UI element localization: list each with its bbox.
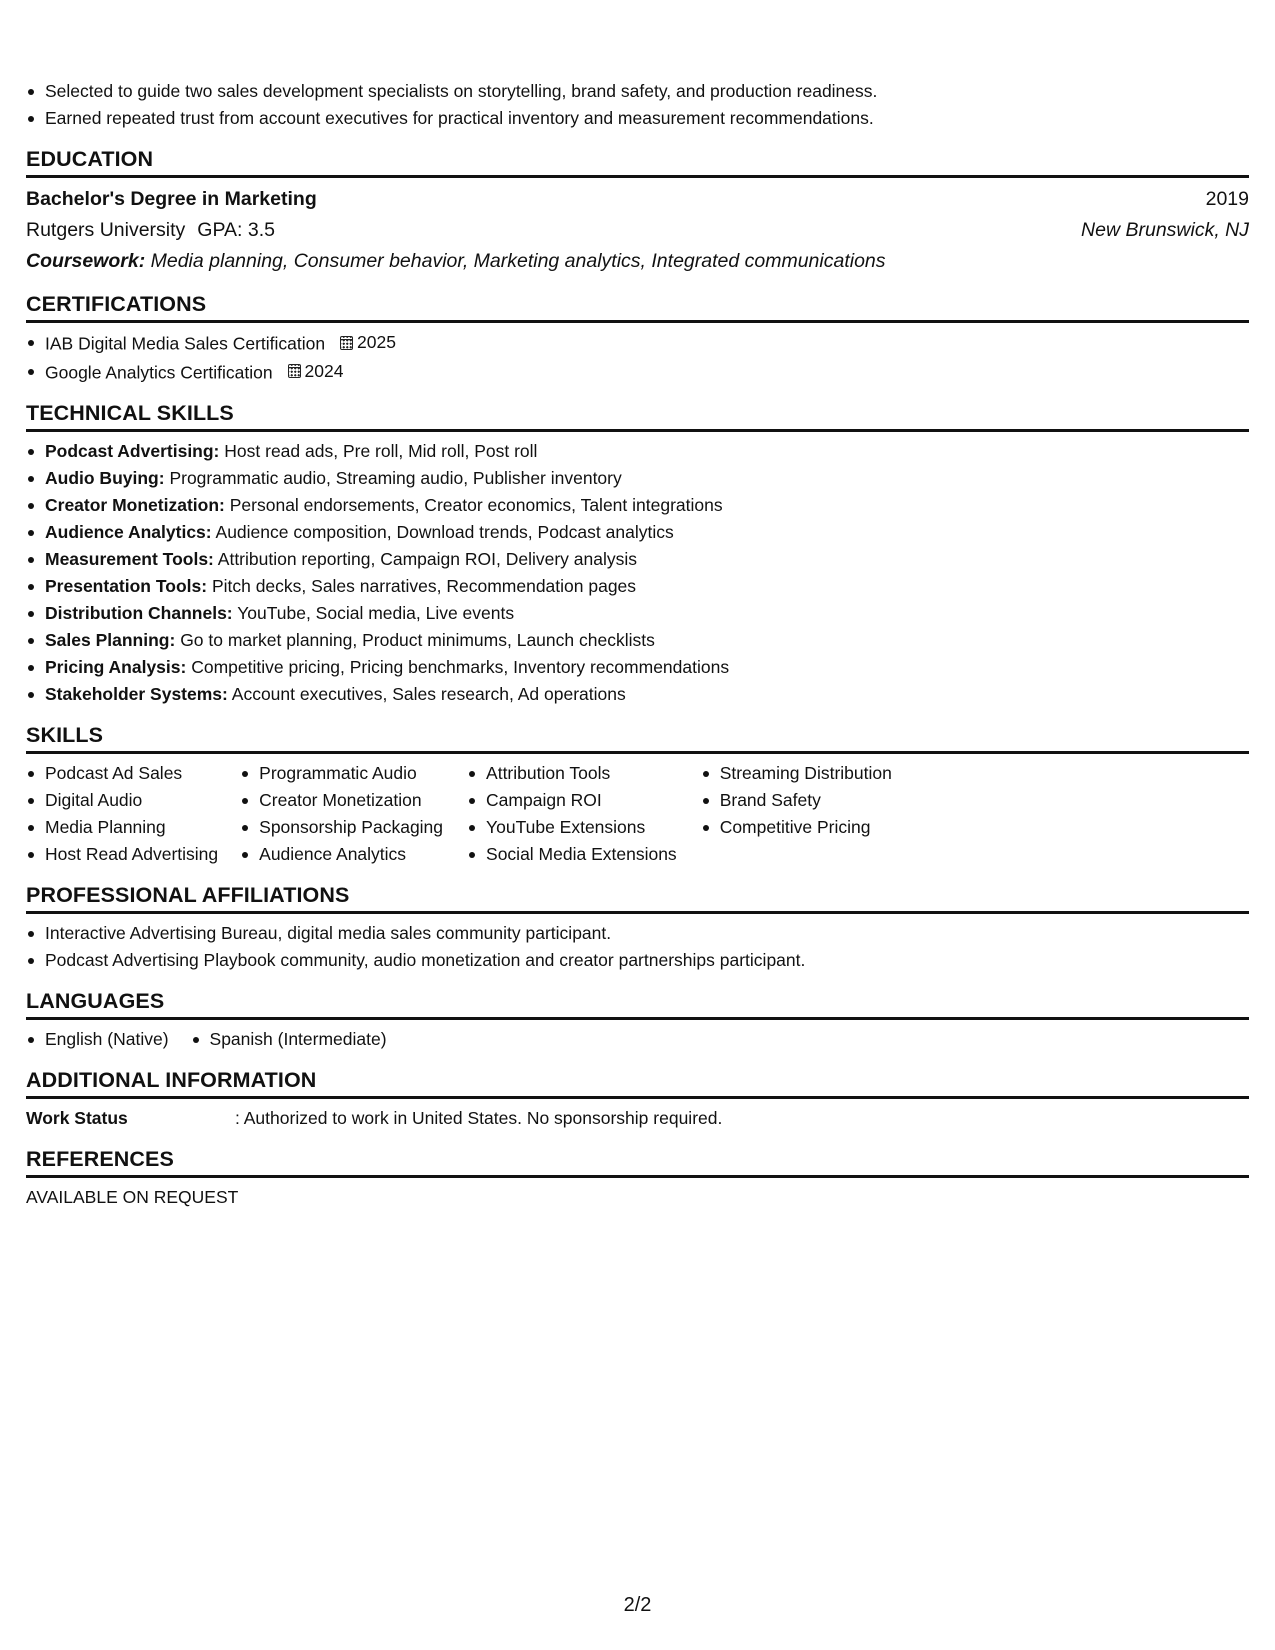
skill-values: Audience composition, Download trends, Podcast analytics [215, 522, 674, 542]
skill-category: Audience Analytics: [45, 522, 212, 542]
certification-year: 2024 [304, 360, 344, 381]
certification-name: IAB Digital Media Sales Certification [45, 333, 326, 354]
section-title-affiliations: PROFESSIONAL AFFILIATIONS [26, 881, 1249, 914]
gpa: GPA: 3.5 [197, 219, 275, 241]
section-title-certifications: CERTIFICATIONS [26, 290, 1249, 323]
skill-values: YouTube, Social media, Live events [237, 603, 515, 623]
calendar-icon [288, 364, 301, 378]
coursework-label: Coursework: [26, 250, 146, 272]
section-title-languages: LANGUAGES [26, 987, 1249, 1020]
technical-skill-item [26, 654, 1249, 681]
technical-skill-item [26, 573, 1249, 600]
skill-values: Personal endorsements, Creator economics, Talent integrations [229, 495, 723, 515]
graduation-year: 2019 [1205, 188, 1249, 210]
section-title-additional-info: ADDITIONAL INFORMATION [26, 1066, 1249, 1099]
technical-skill-item [26, 546, 1249, 573]
skills-column [240, 760, 443, 868]
section-title-technical-skills: TECHNICAL SKILLS [26, 399, 1249, 432]
section-title-skills: SKILLS [26, 721, 1249, 754]
skill-category: Audio Buying: [45, 468, 165, 488]
school-info [26, 215, 275, 246]
skills-column [467, 760, 677, 868]
affiliation-item: Podcast Advertising Playbook community, audio monetization and creator partnerships participant. [26, 947, 1249, 974]
experience-bullets [26, 78, 1249, 132]
skill-item: Streaming Distribution [701, 760, 892, 787]
section-title-references: REFERENCES [26, 1145, 1249, 1178]
skill-item: Media Planning [26, 814, 218, 841]
technical-skill-item [26, 627, 1249, 654]
skill-values: Host read ads, Pre roll, Mid roll, Post roll [224, 441, 538, 461]
work-status-value: : Authorized to work in United States. No sponsorship required. [235, 1108, 723, 1128]
languages-list [26, 1026, 1249, 1053]
skill-values: Account executives, Sales research, Ad operations [231, 684, 626, 704]
certification-name: Google Analytics Certification [45, 362, 273, 382]
skill-category: Sales Planning: [45, 630, 176, 650]
skill-category: Measurement Tools: [45, 549, 214, 569]
language-item: Spanish (Intermediate) [191, 1026, 387, 1053]
skill-values: Go to market planning, Product minimums, Launch checklists [180, 630, 655, 650]
resume-page [26, 78, 1249, 1211]
calendar-icon [340, 336, 353, 350]
affiliation-item: Interactive Advertising Bureau, digital media sales community participant. [26, 920, 1249, 947]
skills-column [26, 760, 218, 868]
coursework [26, 246, 886, 277]
technical-skill-item [26, 681, 1249, 708]
work-status-label: Work Status [26, 1108, 128, 1128]
skill-values: Pitch decks, Sales narratives, Recommendation pages [211, 576, 637, 596]
additional-info-section [26, 1066, 1249, 1132]
skill-item: Sponsorship Packaging [240, 814, 443, 841]
technical-skill-item [26, 519, 1249, 546]
references-section [26, 1145, 1249, 1211]
skill-category: Podcast Advertising: [45, 441, 220, 461]
coursework-row [26, 246, 1249, 277]
certifications-section [26, 290, 1249, 386]
skill-values: Programmatic audio, Streaming audio, Publisher inventory [169, 468, 622, 488]
coursework-list: Media planning, Consumer behavior, Marketing analytics, Integrated communications [150, 250, 886, 272]
school-name: Rutgers University [26, 219, 186, 241]
certification-date [340, 329, 396, 356]
school-location: New Brunswick, NJ [1081, 219, 1249, 241]
certifications-list [26, 329, 1249, 386]
skills-grid [26, 760, 1249, 868]
technical-skill-item [26, 438, 1249, 465]
technical-skill-item [26, 492, 1249, 519]
education-section [26, 145, 1249, 277]
skill-item: Podcast Ad Sales [26, 760, 218, 787]
certification-year: 2025 [357, 332, 396, 352]
experience-bullet: Earned repeated trust from account executives for practical inventory and measurement recommendations. [26, 105, 1249, 132]
affiliations-section [26, 881, 1249, 974]
page-number: 2/2 [623, 1594, 652, 1616]
certification-item [26, 329, 1249, 358]
certification-item [26, 358, 1249, 387]
skill-item: YouTube Extensions [467, 814, 677, 841]
education-row-degree [26, 184, 1249, 215]
skill-category: Stakeholder Systems: [45, 684, 228, 704]
technical-skills-section [26, 399, 1249, 708]
skill-item: Digital Audio [26, 787, 218, 814]
skill-item: Audience Analytics [240, 841, 443, 868]
work-status-row [26, 1105, 1249, 1132]
skill-category: Pricing Analysis: [45, 657, 187, 677]
degree: Bachelor's Degree in Marketing [26, 188, 317, 210]
languages-section [26, 987, 1249, 1053]
skill-category: Distribution Channels: [45, 603, 233, 623]
skill-item: Brand Safety [701, 787, 892, 814]
certification-date [288, 358, 344, 385]
skill-item: Social Media Extensions [467, 841, 677, 868]
skill-item: Creator Monetization [240, 787, 443, 814]
skill-item: Campaign ROI [467, 787, 677, 814]
language-item: English (Native) [26, 1026, 169, 1053]
references-text: AVAILABLE ON REQUEST [26, 1187, 239, 1207]
education-row-school [26, 215, 1249, 246]
technical-skills-list [26, 438, 1249, 708]
technical-skill-item [26, 600, 1249, 627]
skill-item: Attribution Tools [467, 760, 677, 787]
skill-item: Host Read Advertising [26, 841, 218, 868]
experience-bullet: Selected to guide two sales development specialists on storytelling, brand safety, and production readiness. [26, 78, 1249, 105]
affiliations-list [26, 920, 1249, 974]
skills-section [26, 721, 1249, 868]
skill-values: Attribution reporting, Campaign ROI, Delivery analysis [217, 549, 637, 569]
skill-category: Creator Monetization: [45, 495, 225, 515]
skills-column [701, 760, 892, 868]
skill-item: Programmatic Audio [240, 760, 443, 787]
skill-item: Competitive Pricing [701, 814, 892, 841]
technical-skill-item [26, 465, 1249, 492]
skill-category: Presentation Tools: [45, 576, 208, 596]
skill-values: Competitive pricing, Pricing benchmarks, Inventory recommendations [191, 657, 730, 677]
section-title-education: EDUCATION [26, 145, 1249, 178]
